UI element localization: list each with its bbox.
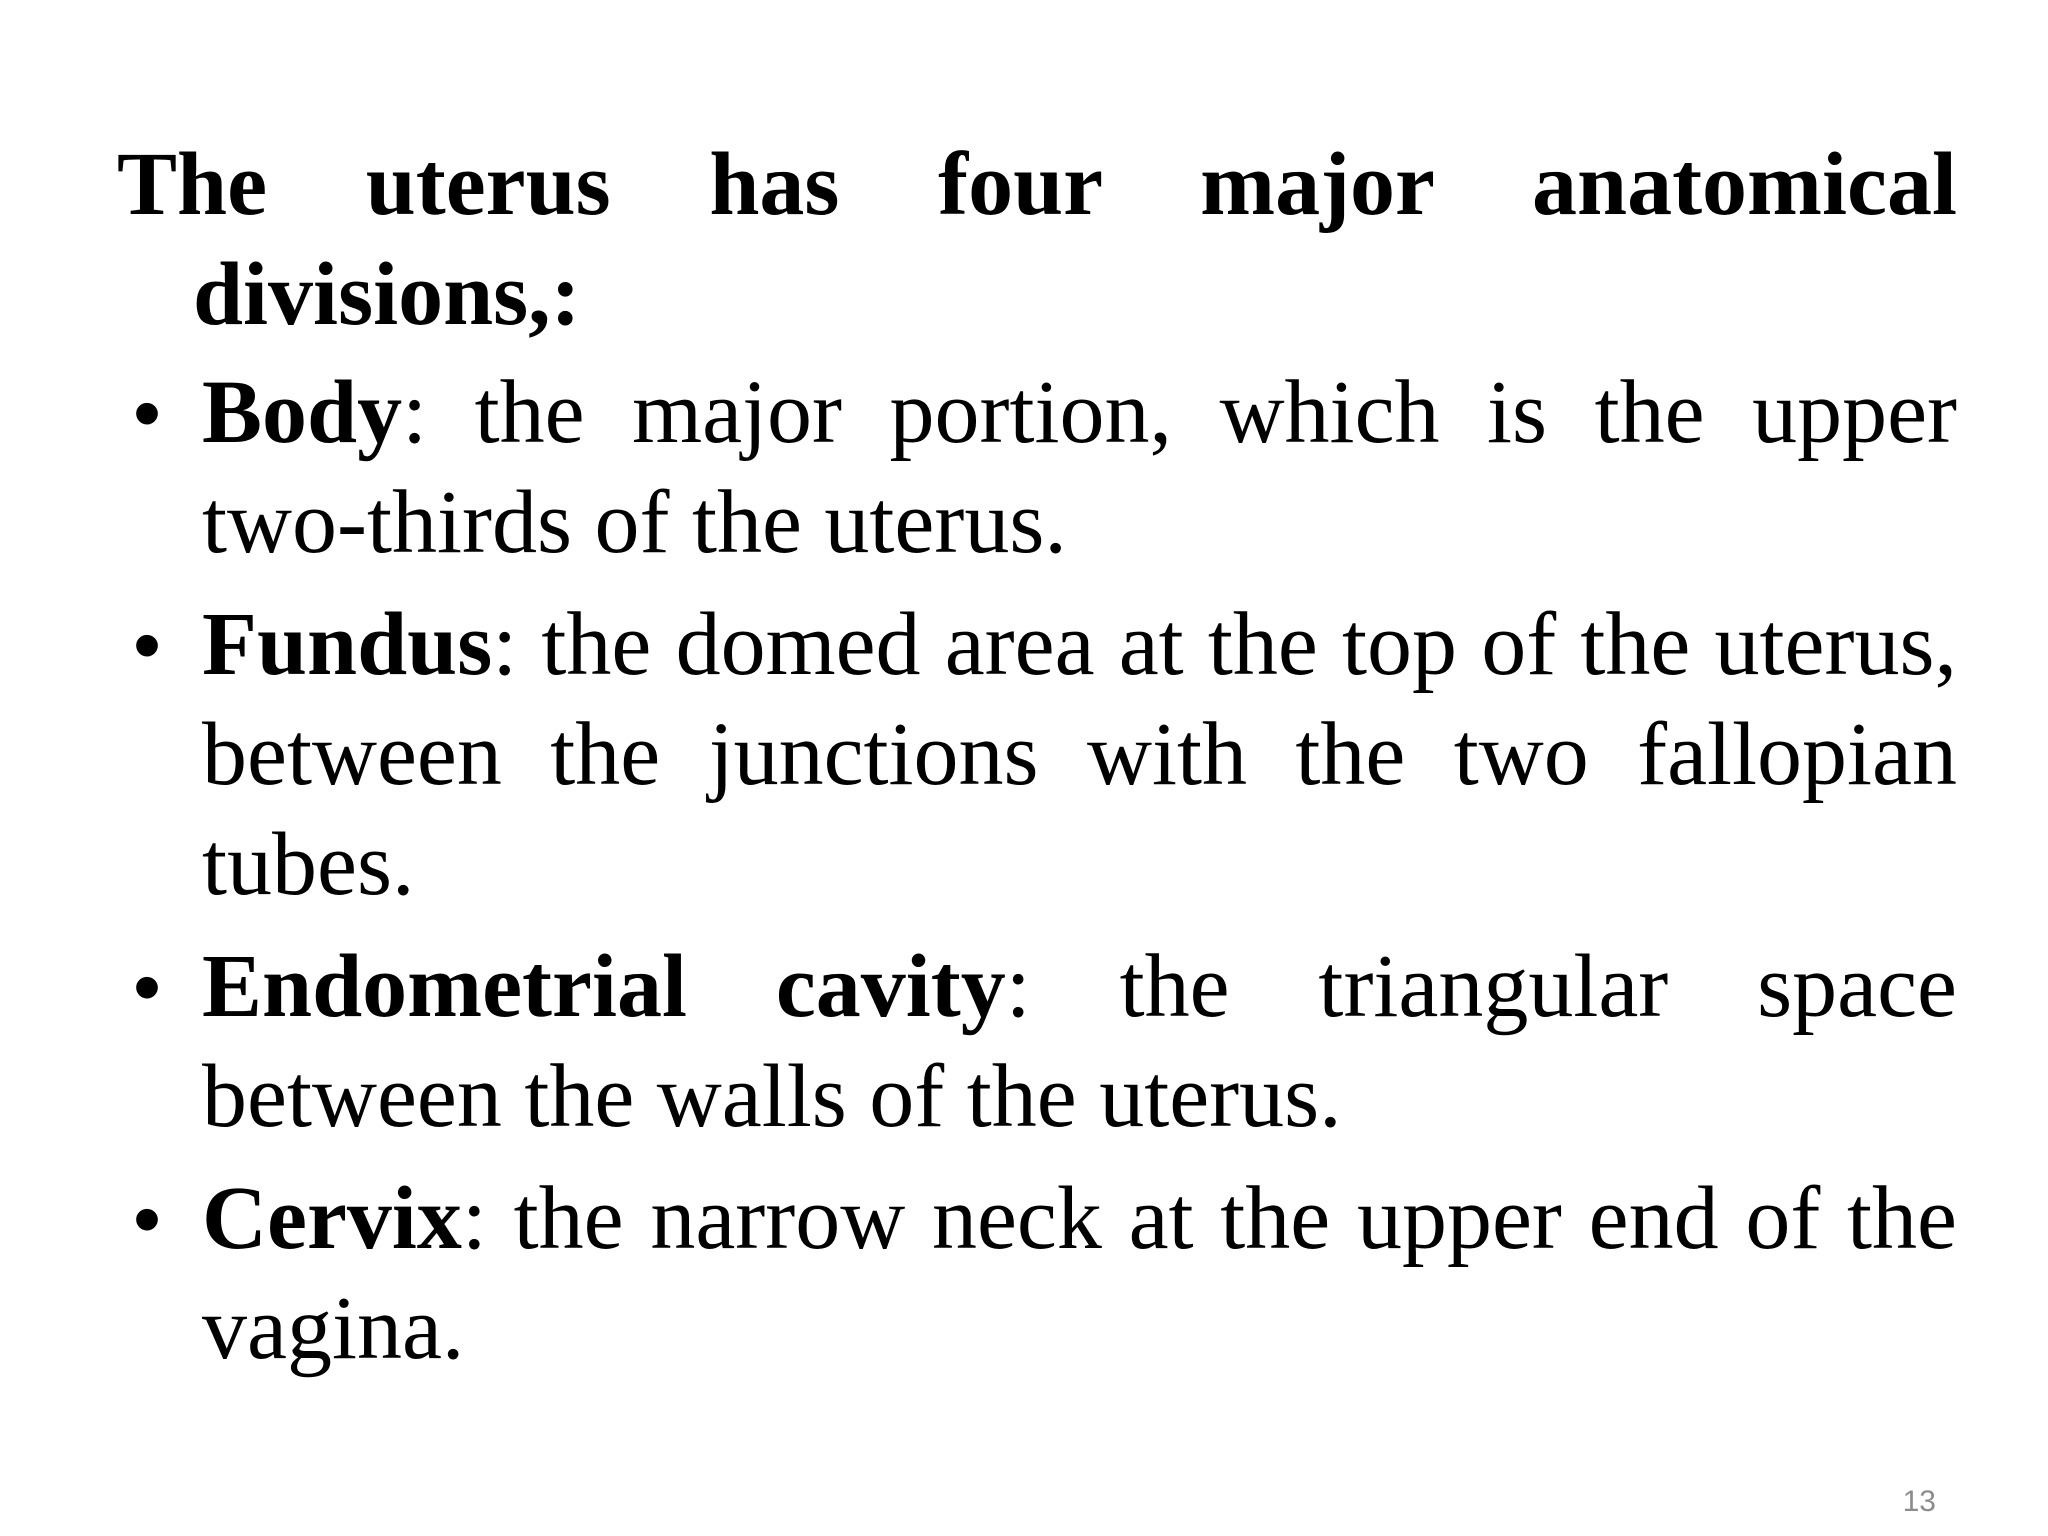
term-body: Body (202, 363, 403, 462)
definition-endometrial-cavity: : the triangular space between the walls of the uterus. (202, 937, 1957, 1146)
bullet-icon: • (132, 368, 161, 457)
definition-body: : the major portion, which is the upper two-thirds of the uterus. (202, 363, 1957, 572)
page-number: 13 (1902, 1485, 1936, 1518)
term-fundus: Fundus (202, 595, 493, 694)
definition-cervix: : the narrow neck at the upper end of the vagina. (202, 1169, 1957, 1378)
list-item-endometrial-cavity (117, 932, 1957, 1152)
term-endometrial-cavity: Endometrial cavity (202, 937, 1006, 1036)
list-item-cervix (117, 1164, 1957, 1384)
bullet-icon: • (132, 1174, 161, 1263)
slide-content (117, 130, 1957, 1396)
bullet-icon: • (132, 942, 161, 1031)
list-item-body (117, 358, 1957, 578)
division-list (117, 358, 1957, 1384)
term-cervix: Cervix (202, 1169, 462, 1268)
intro-heading: The uterus has four major anatomical divisions,: (117, 135, 1957, 344)
definition-fundus: : the domed area at the top of the uterus, between the junctions with the two fallopian tubes. (202, 595, 1957, 914)
bullet-icon: • (132, 600, 161, 689)
list-item-fundus (117, 590, 1957, 920)
